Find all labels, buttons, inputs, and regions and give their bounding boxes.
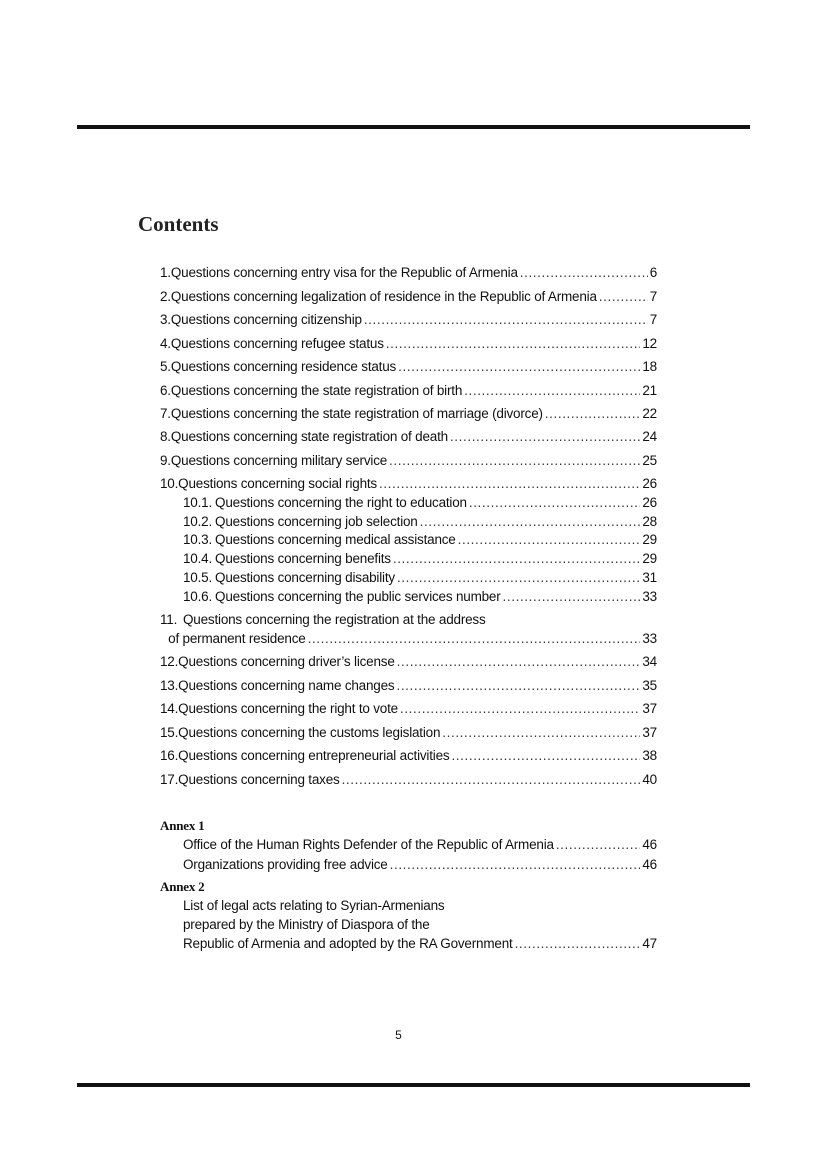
entry-number: 15. (160, 725, 179, 740)
entry-label: Questions concerning citizenship (170, 312, 362, 327)
page-title: Contents (138, 212, 219, 236)
toc-entry[interactable] (160, 336, 657, 352)
entry-number: 6. (160, 383, 171, 398)
entry-label: Questions concerning the right to vote (178, 701, 398, 716)
subentry-number: 10.5. (183, 570, 213, 585)
dot-leader (390, 857, 641, 873)
page-number: 5 (395, 1028, 402, 1042)
toc-entry-11-line2[interactable] (160, 631, 657, 647)
annex-2-line: prepared by the Ministry of Diaspora of the (183, 917, 430, 932)
entry-label: Questions concerning refugee status (170, 336, 384, 351)
annex-2-line: List of legal acts relating to Syrian-Armenians (183, 898, 445, 913)
entry-label: Questions concerning taxes (178, 772, 340, 787)
dot-leader (442, 725, 640, 741)
entry-label: Questions concerning military service (170, 453, 388, 468)
toc-entry[interactable] (160, 383, 657, 399)
toc-subentry[interactable] (183, 551, 657, 567)
entry-number: 7. (160, 406, 171, 421)
entry-label: Questions concerning the state registration of marriage (divorce) (170, 406, 543, 421)
entry-page: 21 (642, 383, 657, 398)
dot-leader (398, 359, 640, 375)
dot-leader (400, 701, 640, 717)
dot-leader (464, 383, 640, 399)
entry-page: 37 (642, 725, 657, 740)
dot-leader (393, 551, 641, 567)
entry-label: Questions concerning legalization of residence in the Republic of Armenia (170, 289, 597, 304)
entry-page: 7 (649, 312, 657, 327)
entry-page: 25 (642, 453, 657, 468)
entry-label: Questions concerning residence status (170, 359, 397, 374)
entry-number: 12. (160, 654, 179, 669)
entry-label: Questions concerning state registration of death (170, 429, 448, 444)
dot-leader (556, 837, 641, 853)
entry-number: 2. (160, 289, 171, 304)
dot-leader (386, 336, 641, 352)
subentry-number: 10.3. (183, 532, 213, 547)
entry-label-continued: of permanent residence (168, 631, 306, 646)
subentry-label: Questions concerning job selection (215, 514, 418, 529)
annex-1-item[interactable] (183, 857, 657, 873)
annex-item-page: 47 (642, 936, 657, 951)
subentry-page: 29 (642, 551, 657, 566)
entry-number: 11. (160, 612, 178, 627)
dot-leader (458, 532, 641, 548)
toc-entry[interactable] (160, 654, 657, 670)
subentry-label: Questions concerning the public services number (215, 589, 501, 604)
entry-label: Questions concerning driver’s license (178, 654, 395, 669)
entry-number: 17. (160, 772, 179, 787)
entry-number: 3. (160, 312, 171, 327)
annex-item-label: Organizations providing free advice (183, 857, 388, 872)
entry-page: 24 (642, 429, 657, 444)
toc-subentry[interactable] (183, 570, 657, 586)
entry-label: Questions concerning the customs legislation (178, 725, 441, 740)
entry-label: Questions concerning social rights (178, 476, 377, 491)
annex-item-label: Office of the Human Rights Defender of the Republic of Armenia (183, 837, 554, 852)
dot-leader (545, 406, 641, 422)
annex-item-page: 46 (642, 837, 657, 852)
toc-entry[interactable] (160, 701, 657, 717)
dot-leader (396, 678, 640, 694)
entry-page: 22 (642, 406, 657, 421)
entry-number: 16. (160, 748, 179, 763)
toc-subentry[interactable] (183, 532, 657, 548)
top-rule (77, 125, 750, 129)
dot-leader (397, 570, 640, 586)
entry-label: Questions concerning the state registration of birth (170, 383, 463, 398)
entry-page: 26 (642, 476, 657, 491)
dot-leader (379, 476, 640, 492)
toc-entry[interactable] (160, 772, 657, 788)
toc-entry[interactable] (160, 359, 657, 375)
dot-leader (308, 631, 641, 647)
entry-page: 35 (642, 678, 657, 693)
toc-entry[interactable] (160, 678, 657, 694)
dot-leader (503, 589, 641, 605)
bottom-rule (77, 1083, 750, 1087)
entry-label: Questions concerning entry visa for the Republic of Armenia (170, 265, 518, 280)
dot-leader (450, 429, 640, 445)
dot-leader (389, 453, 640, 469)
subentry-number: 10.6. (183, 589, 213, 604)
entry-page: 6 (649, 265, 657, 280)
toc-entry[interactable] (160, 289, 657, 305)
subentry-page: 31 (642, 570, 657, 585)
entry-page: 12 (642, 336, 657, 351)
toc-subentry[interactable] (183, 514, 657, 530)
dot-leader (520, 265, 648, 281)
toc-entry[interactable] (160, 429, 657, 445)
entry-page: 37 (642, 701, 657, 716)
dot-leader (515, 936, 641, 952)
entry-page: 40 (642, 772, 657, 787)
toc-entry[interactable] (160, 725, 657, 741)
toc-subentry[interactable] (183, 495, 657, 511)
subentry-page: 26 (642, 495, 657, 510)
toc-entry[interactable] (160, 265, 657, 281)
dot-leader (364, 312, 648, 328)
subentry-number: 10.2. (183, 514, 213, 529)
toc-entry[interactable] (160, 453, 657, 469)
entry-label: Questions concerning name changes (178, 678, 395, 693)
dot-leader (451, 748, 640, 764)
subentry-number: 10.1. (183, 495, 213, 510)
annex-2-item[interactable] (183, 936, 657, 952)
toc-entry[interactable] (160, 476, 657, 492)
annex-2-heading: Annex 2 (160, 879, 205, 894)
subentry-page: 28 (642, 514, 657, 529)
annex-1-heading: Annex 1 (160, 818, 205, 833)
entry-page: 18 (642, 359, 657, 374)
dot-leader (420, 514, 641, 530)
entry-page: 34 (642, 654, 657, 669)
subentry-page: 33 (642, 589, 657, 604)
annex-item-label: Republic of Armenia and adopted by the RA Government (183, 936, 513, 951)
entry-label: Questions concerning entrepreneurial activities (178, 748, 450, 763)
entry-page: 33 (642, 631, 657, 646)
toc-entry-11-line1[interactable] (160, 612, 657, 628)
entry-label: Questions concerning the registration at the address (183, 612, 486, 627)
entry-number: 8. (160, 429, 171, 444)
dot-leader (599, 289, 648, 305)
subentry-label: Questions concerning medical assistance (215, 532, 456, 547)
entry-number: 9. (160, 453, 171, 468)
entry-number: 5. (160, 359, 171, 374)
entry-number: 4. (160, 336, 171, 351)
entry-number: 10. (160, 476, 179, 491)
dot-leader (469, 495, 641, 511)
toc-subentry[interactable] (183, 589, 657, 605)
annex-1-item[interactable] (183, 837, 657, 853)
toc-entry[interactable] (160, 406, 657, 422)
toc-entry[interactable] (160, 312, 657, 328)
subentry-label: Questions concerning the right to education (215, 495, 467, 510)
toc-entry[interactable] (160, 748, 657, 764)
subentry-number: 10.4. (183, 551, 213, 566)
entry-number: 14. (160, 701, 179, 716)
subentry-page: 29 (642, 532, 657, 547)
annex-item-page: 46 (642, 857, 657, 872)
dot-leader (342, 772, 641, 788)
subentry-label: Questions concerning benefits (215, 551, 391, 566)
subentry-label: Questions concerning disability (215, 570, 395, 585)
entry-page: 7 (649, 289, 657, 304)
dot-leader (397, 654, 641, 670)
entry-number: 13. (160, 678, 179, 693)
entry-page: 38 (642, 748, 657, 763)
entry-number: 1. (160, 265, 171, 280)
